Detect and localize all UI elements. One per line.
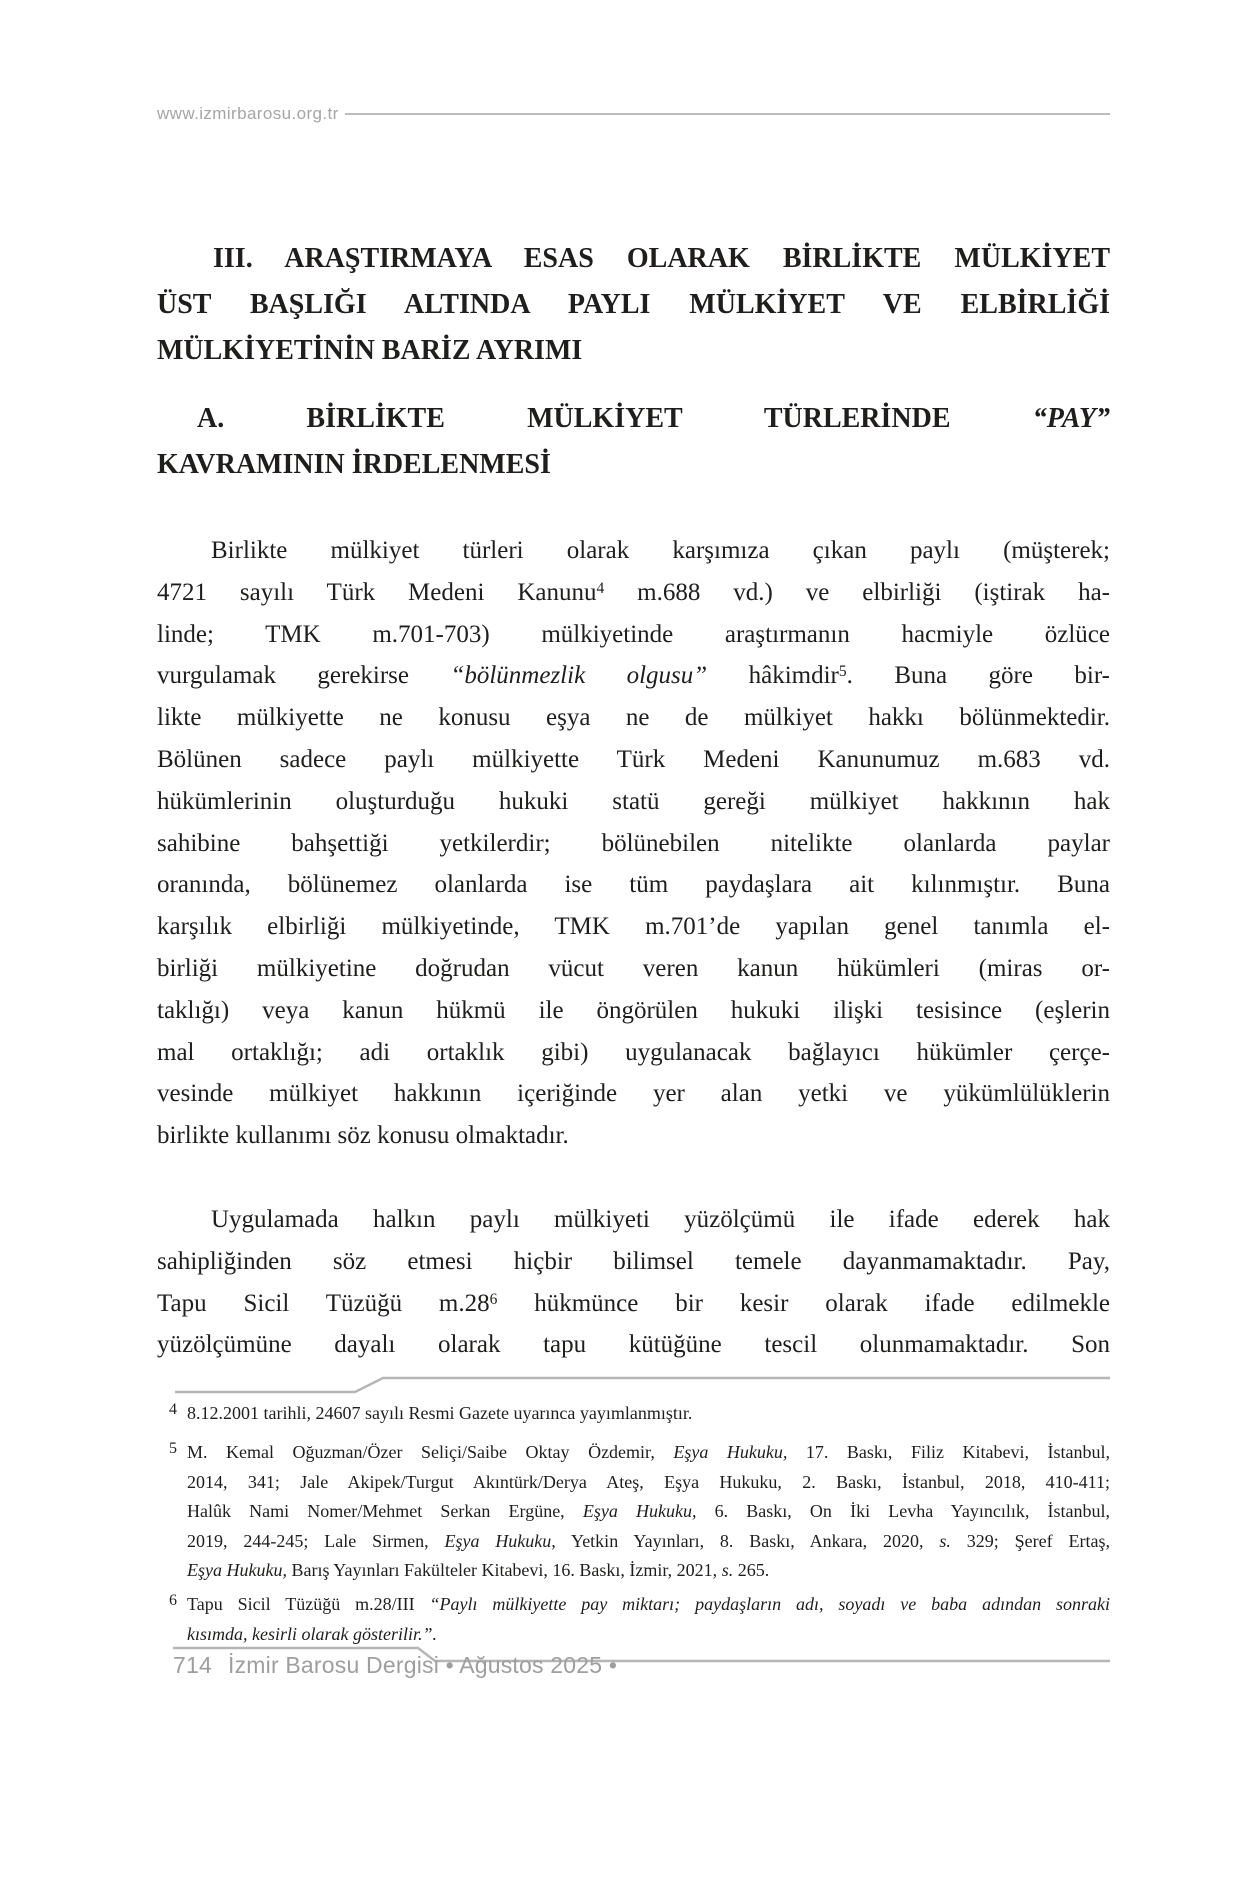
heading-line: ÜST BAŞLIĞI ALTINDA PAYLI MÜLKİYET VE ELBİRLİĞİ [157,289,1110,320]
text-line: birliği mülkiyetine doğrudan vücut veren kanun hükümleri (miras or- [157,954,1110,982]
text-line: Bölünen sadece paylı mülkiyette Türk Medeni Kanunumuz m.683 vd. [157,745,1110,773]
footnote-line: 2019, 244-245; Lale Sirmen, Eşya Hukuku, Yetkin Yayınları, 8. Baskı, Ankara, 2020, s. 329; Şeref Ertaş, [187,1530,1110,1551]
subsection-heading [157,396,1110,488]
text-line: 4721 sayılı Türk Medeni Kanunu$^4$ m.688 vd.) ve elbirliği (iştirak ha- [157,578,1110,606]
text-line: linde; TMK m.701-703) mülkiyetinde araştırmanın hacmiyle özlüce [157,620,1110,648]
text-line: Birlikte mülkiyet türleri olarak karşımıza çıkan paylı (müşterek; [211,537,1110,564]
text-line: oranında, bölünemez olanlarda ise tüm paydaşlara ait kılınmıştır. Buna [157,871,1110,899]
page-footer [173,1652,617,1679]
footnote-line: Eşya Hukuku, Barış Yayınları Fakülteler Kitabevi, 16. Baskı, İzmir, 2021, s. 265. [187,1560,770,1580]
header-rule [345,113,1110,115]
text-line: birlikte kullanımı söz konusu olmaktadır. [157,1122,569,1150]
subheading-line: A. BİRLİKTE MÜLKİYET TÜRLERİNDE “PAY” [197,403,1110,434]
footnote-marker: 4 [169,1401,177,1418]
footnote-4 [157,1399,1110,1429]
text-line: yüzölçümüne dayalı olarak tapu kütüğüne tescil olunmamaktadır. Son [157,1331,1110,1359]
text-line: vurgulamak gerekirse “bölünmezlik olgusu” hâkimdir$^5$. Buna göre bir- [157,662,1110,690]
text-line: Uygulamada halkın paylı mülkiyeti yüzölçümü ile ifade ederek hak [211,1206,1110,1233]
header-url: www.izmirbarosu.org.tr [157,104,339,123]
text-line: karşılık elbirliği mülkiyetinde, TMK m.701’de yapılan genel tanımla el- [157,913,1110,941]
text-line: Tapu Sicil Tüzüğü $m.28^6$ hükmünce bir kesir olarak ifade edilmekle [157,1289,1110,1317]
footnote-marker: 5 [169,1440,177,1457]
journal-name: İzmir Barosu Dergisi • Ağustos 2025 • [227,1652,618,1678]
page-header [157,104,1110,124]
text-line: hükümlerinin oluşturduğu hukuki statü gereği mülkiyet hakkının hak [157,787,1110,815]
text-line: sahipliğinden söz etmesi hiçbir bilimsel temele dayanmamaktadır. Pay, [157,1247,1110,1275]
footnote-line: 2014, 341; Jale Akipek/Turgut Akıntürk/Derya Ateş, Eşya Hukuku, 2. Baskı, İstanbul, 2018, 410-411; [187,1471,1110,1492]
footnote-separator-rule [157,1375,1110,1395]
body-paragraph-2 [157,1199,1110,1366]
footnote-line: 8.12.2001 tarihli, 24607 sayılı Resmi Gazete uyarınca yayımlanmıştır. [187,1403,693,1423]
footnote-line: Halûk Nami Nomer/Mehmet Serkan Ergüne, Eşya Hukuku, 6. Baskı, On İki Levha Yayıncılık, İstanbul, [187,1501,1110,1521]
footnote-line: M. Kemal Oğuzman/Özer Seliçi/Saibe Oktay Özdemir, Eşya Hukuku, 17. Baskı, Filiz Kitabevi, İstanbul, [187,1442,1110,1462]
body-paragraph-1 [157,530,1110,1157]
text-line: likte mülkiyette ne konusu eşya ne de mülkiyet hakkı bölünmektedir. [157,704,1110,732]
text-line: mal ortaklığı; adi ortaklık gibi) uygulanacak bağlayıcı hükümler çerçe- [157,1038,1110,1066]
subheading-line: KAVRAMININ İRDELENMESİ [157,449,551,480]
heading-line: III. ARAŞTIRMAYA ESAS OLARAK BİRLİKTE MÜLKİYET [213,243,1110,274]
footnote-5 [157,1438,1110,1586]
text-line: vesinde mülkiyet hakkının içeriğinde yer alan yetki ve yükümlülüklerin [157,1080,1110,1108]
heading-line: MÜLKİYETİNİN BARİZ AYRIMI [157,335,583,366]
footnote-line: kısımda, kesirli olarak gösterilir.”. [187,1623,438,1644]
page-number: 714 [173,1652,212,1678]
text-line: sahibine bahşettiği yetkilerdir; bölünebilen nitelikte olanlarda paylar [157,829,1110,857]
footnote-line: Tapu Sicil Tüzüğü m.28/III “Paylı mülkiyette pay miktarı; paydaşların adı, soyadı ve baba adından sonraki [187,1594,1111,1614]
footnote-marker: 6 [169,1592,177,1609]
section-heading [157,236,1110,374]
footnote-6 [157,1590,1110,1649]
text-line: taklığı) veya kanun hükmü ile öngörülen hukuki ilişki tesisince (eşlerin [157,996,1110,1024]
